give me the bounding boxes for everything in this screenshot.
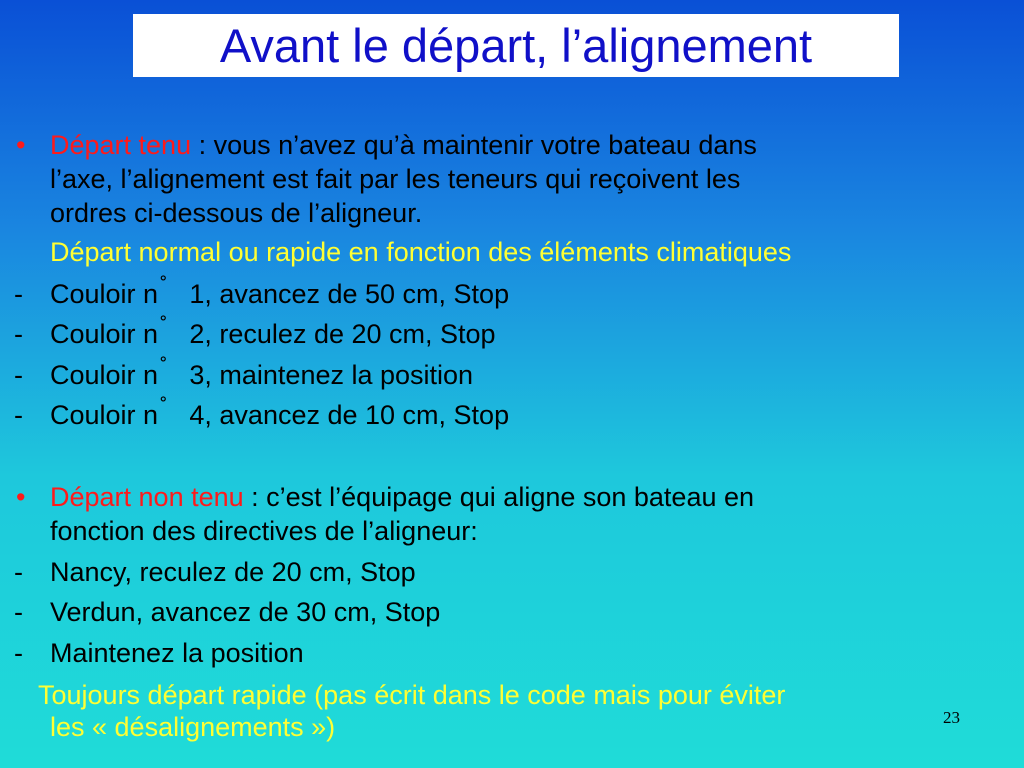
section2-term: Départ non tenu [50,482,244,512]
dash-marker: - [14,400,23,430]
dash-marker: - [14,597,23,627]
section2-note-line2: les « désalignements ») [50,712,336,742]
order-line [50,313,496,353]
dash-marker: - [14,279,23,309]
dash-marker: - [14,319,23,349]
order-line: Maintenez la position [50,638,304,668]
degree-symbol: ˚ [160,273,168,298]
section2-note-line1: Toujours départ rapide (pas écrit dans le code mais pour éviter [38,680,786,710]
section2-line1-text: : c’est l’équipage qui aligne son bateau en [243,482,755,512]
order-line [50,273,510,313]
section2-line2: fonction des directives de l’aligneur: [50,516,478,546]
page-number: 23 [943,708,960,727]
bullet-marker: • [16,130,26,160]
order-prefix: Couloir n [50,319,159,349]
order-line: Nancy, reculez de 20 cm, Stop [50,557,416,587]
title-box [133,14,899,77]
order-line: Verdun, avancez de 30 cm, Stop [50,597,441,627]
order-prefix: Couloir n [50,400,159,430]
order-text: 1, avancez de 50 cm, Stop [189,279,510,309]
section1-term: Départ tenu [50,130,192,160]
section1-line2: l’axe, l’alignement est fait par les teneurs qui reçoivent les [50,164,741,194]
degree-symbol: ˚ [160,354,168,379]
order-text: 2, reculez de 20 cm, Stop [189,319,496,349]
order-line [50,394,510,434]
order-prefix: Couloir n [50,360,159,390]
section1-note: Départ normal ou rapide en fonction des éléments climatiques [50,237,792,267]
degree-symbol: ˚ [160,313,168,338]
degree-symbol: ˚ [160,394,168,419]
order-text: 3, maintenez la position [189,360,474,390]
dash-marker: - [14,638,23,668]
order-line [50,354,474,394]
order-text: 4, avancez de 10 cm, Stop [189,400,510,430]
order-prefix: Couloir n [50,279,159,309]
section1-line1-text: : vous n’avez qu’à maintenir votre bateau dans [191,130,757,160]
section1-line1 [50,128,757,162]
section1-line3: ordres ci-dessous de l’aligneur. [50,198,423,228]
bullet-marker: • [16,482,26,512]
dash-marker: - [14,557,23,587]
section2-line1 [50,480,754,514]
dash-marker: - [14,360,23,390]
slide-title: Avant le départ, l’alignement [219,19,813,72]
